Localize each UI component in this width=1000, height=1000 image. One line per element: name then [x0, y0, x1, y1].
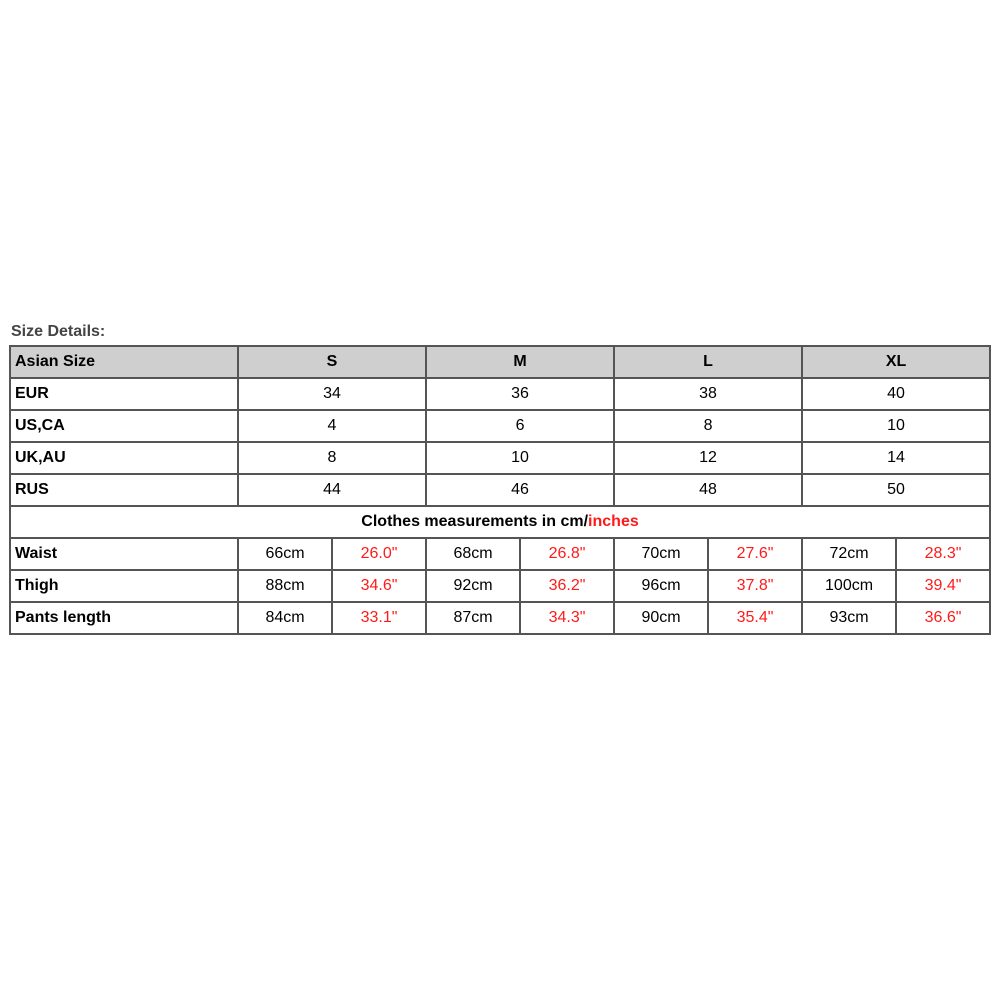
cm-cell: 70cm	[614, 538, 708, 570]
table-cell: 8	[614, 410, 802, 442]
cm-cell: 100cm	[802, 570, 896, 602]
table-cell: 46	[426, 474, 614, 506]
size-header-s: S	[238, 346, 426, 378]
cm-cell: 87cm	[426, 602, 520, 634]
cm-cell: 90cm	[614, 602, 708, 634]
row-label: Pants length	[10, 602, 238, 634]
cm-cell: 96cm	[614, 570, 708, 602]
row-label: Thigh	[10, 570, 238, 602]
row-label: US,CA	[10, 410, 238, 442]
inch-cell: 26.8"	[520, 538, 614, 570]
table-cell: 12	[614, 442, 802, 474]
size-details-title: Size Details:	[11, 323, 106, 340]
measurements-section-label	[10, 506, 990, 538]
measurement-row-thigh	[10, 570, 990, 602]
row-label: RUS	[10, 474, 238, 506]
cm-cell: 84cm	[238, 602, 332, 634]
table-cell: 38	[614, 378, 802, 410]
row-label: Waist	[10, 538, 238, 570]
inch-cell: 35.4"	[708, 602, 802, 634]
size-table	[9, 345, 991, 635]
table-cell: 6	[426, 410, 614, 442]
cm-cell: 72cm	[802, 538, 896, 570]
table-cell: 4	[238, 410, 426, 442]
header-label: Asian Size	[10, 346, 238, 378]
table-cell: 34	[238, 378, 426, 410]
table-cell: 50	[802, 474, 990, 506]
inch-cell: 34.6"	[332, 570, 426, 602]
table-cell: 8	[238, 442, 426, 474]
cm-cell: 68cm	[426, 538, 520, 570]
measurements-section-row	[10, 506, 990, 538]
conversion-row-us-ca	[10, 410, 990, 442]
inch-cell: 34.3"	[520, 602, 614, 634]
inch-cell: 39.4"	[896, 570, 990, 602]
conversion-row-eur	[10, 378, 990, 410]
measurement-row-waist	[10, 538, 990, 570]
table-cell: 36	[426, 378, 614, 410]
inch-cell: 27.6"	[708, 538, 802, 570]
inch-cell: 36.6"	[896, 602, 990, 634]
cm-cell: 92cm	[426, 570, 520, 602]
row-label: UK,AU	[10, 442, 238, 474]
inch-cell: 36.2"	[520, 570, 614, 602]
measurement-row-pants-length	[10, 602, 990, 634]
conversion-row-uk-au	[10, 442, 990, 474]
inch-cell: 26.0"	[332, 538, 426, 570]
size-header-m: M	[426, 346, 614, 378]
cm-cell: 66cm	[238, 538, 332, 570]
size-header-l: L	[614, 346, 802, 378]
inch-cell: 37.8"	[708, 570, 802, 602]
size-header-xl: XL	[802, 346, 990, 378]
cm-cell: 88cm	[238, 570, 332, 602]
conversion-row-rus	[10, 474, 990, 506]
table-cell: 40	[802, 378, 990, 410]
table-cell: 48	[614, 474, 802, 506]
table-cell: 10	[802, 410, 990, 442]
inch-cell: 33.1"	[332, 602, 426, 634]
row-label: EUR	[10, 378, 238, 410]
table-cell: 44	[238, 474, 426, 506]
inch-cell: 28.3"	[896, 538, 990, 570]
table-cell: 10	[426, 442, 614, 474]
table-cell: 14	[802, 442, 990, 474]
measurements-label-prefix: Clothes measurements in cm/	[361, 513, 589, 530]
measurements-label-inches: inches	[588, 513, 639, 530]
header-row	[10, 346, 990, 378]
cm-cell: 93cm	[802, 602, 896, 634]
